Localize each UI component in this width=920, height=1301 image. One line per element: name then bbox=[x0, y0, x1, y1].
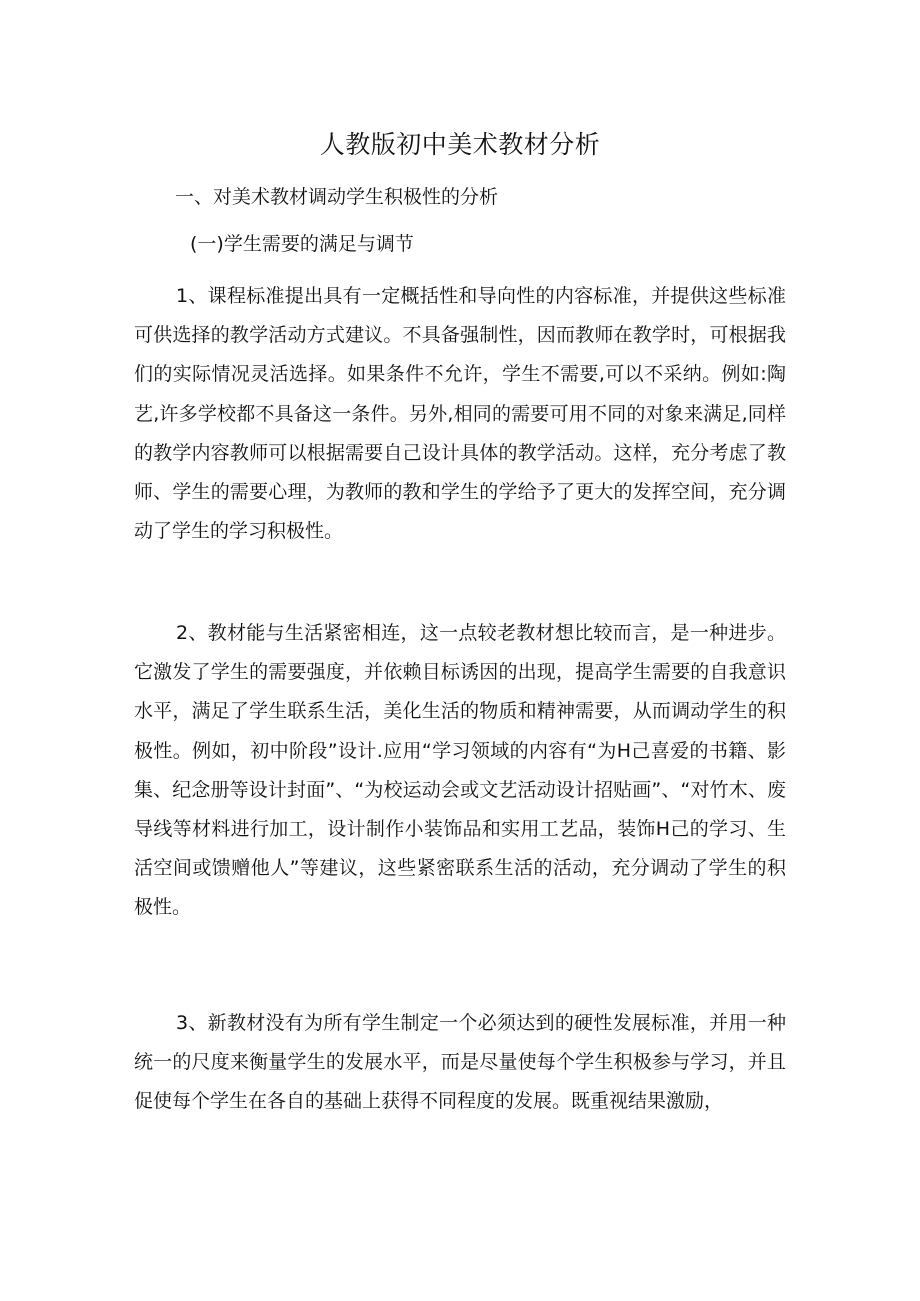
paragraph-1: 1、课程标准提出具有一定概括性和导向性的内容标准，并提供这些标准可供选择的教学活动方式建议。不具备强制性，因而教师在教学时，可根据我们的实际情况灵活选择。如果条件不允许，学生不需要,可以不采纳。例如:陶艺,许多学校都不具备这一条件。另外,相同的需要可用不同的对象来满足,同样的教学内容教师可以根据需要自己设计具体的教学活动。这样，充分考虑了教师、学生的需要心理，为教师的教和学生的学给予了更大的发挥空间，充分调动了学生的学习积极性。 bbox=[134, 285, 786, 543]
subsection-heading: (一)学生需要的满足与调节 bbox=[190, 233, 414, 255]
document-title: 人教版初中美术教材分析 bbox=[319, 130, 601, 159]
paragraph-3: 3、新教材没有为所有学生制定一个必须达到的硬性发展标准，并用一种统一的尺度来衡量学生的发展水平，而是尽量使每个学生积极参与学习，并且促使每个学生在各自的基础上获得不同程度的发展。既重视结果激励， bbox=[134, 1012, 786, 1113]
paragraph-2: 2、教材能与生活紧密相连，这一点较老教材想比较而言，是一种进步。它激发了学生的需要强度，并依赖目标诱因的出现，提高学生需要的自我意识水平，满足了学生联系生活，美化生活的物质和精神需要，从而调动学生的积极性。例如，初中阶段”设计.应用“学习领域的内容有“为H己喜爱的书籍、影集、纪念册等设计封面”、“为校运动会或文艺活动设计招贴画”、“对竹木、废导线等材料进行加工，设计制作小装饰品和实用工艺品，装饰H己的学习、生活空间或馈赠他人”等建议，这些紧密联系生活的活动，充分调动了学生的积极性。 bbox=[134, 622, 786, 919]
section-heading: 一、对美术教材调动学生积极性的分析 bbox=[175, 186, 499, 208]
